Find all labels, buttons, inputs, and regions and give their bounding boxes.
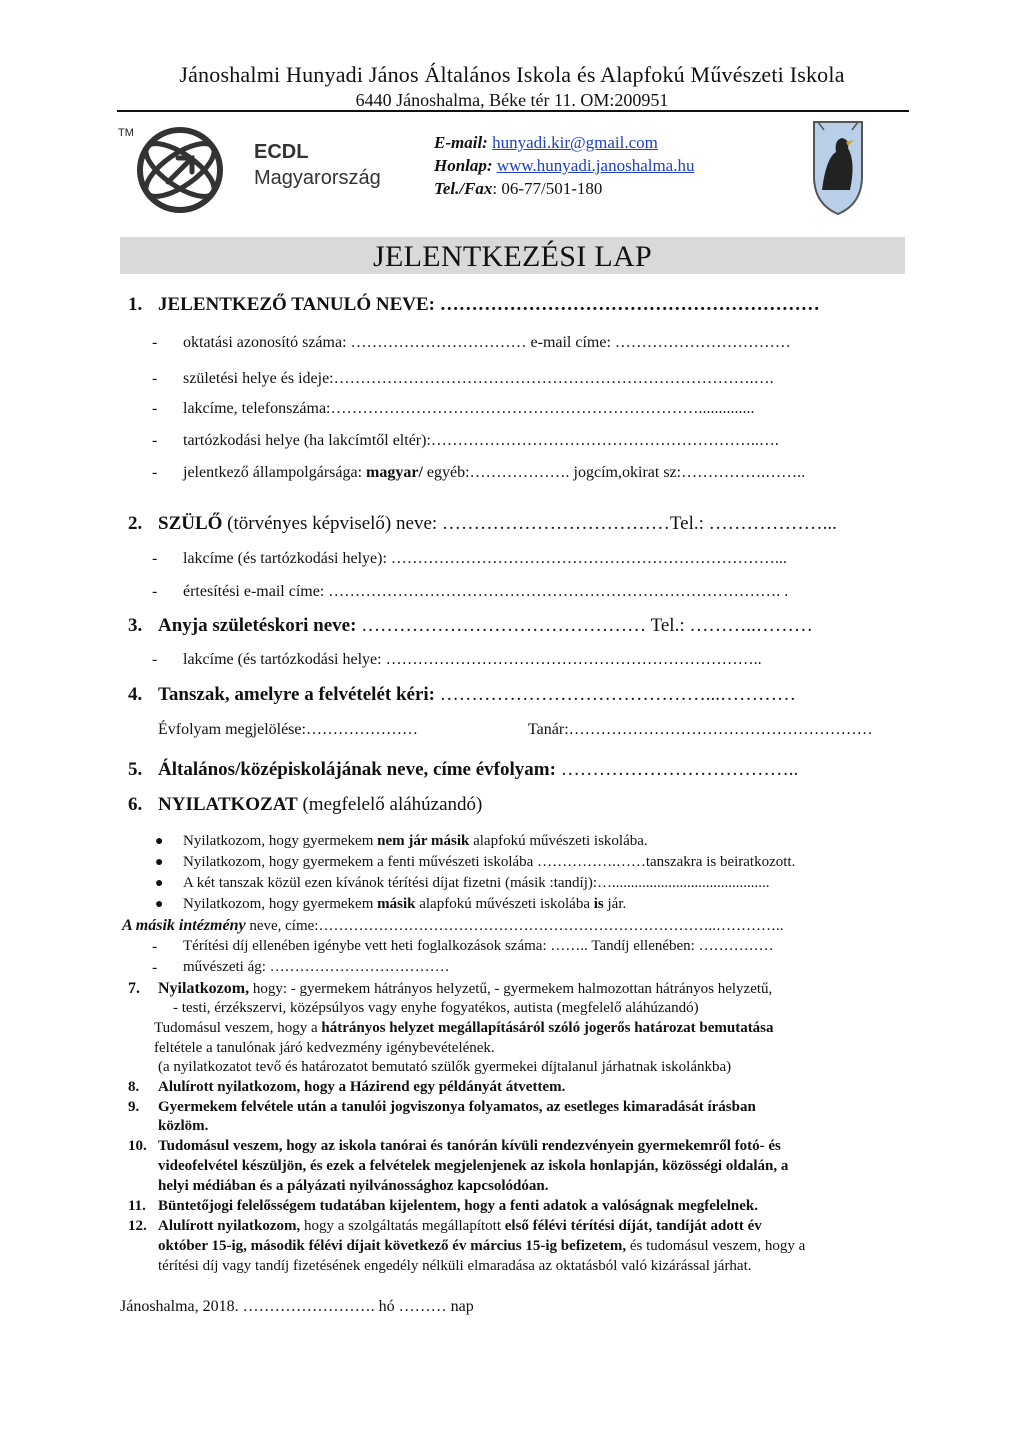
- text: alapfokú művészeti iskolába: [415, 896, 594, 912]
- s3-label-bold: Anyja születéskori neve:: [158, 615, 357, 636]
- s7-line-5: (a nyilatkozatot tevő és határozatot bemutató szülők gyermekei díjtalanul járhatnak iskolánkba): [158, 1059, 732, 1075]
- s10-text-3: helyi médiában és a pályázati nyilvánossághoz kapcsolódóan.: [158, 1178, 549, 1194]
- email-link[interactable]: hunyadi.kir@gmail.com: [492, 133, 658, 152]
- s12-1c: első félévi térítési díját, tandíját adott év: [504, 1218, 762, 1234]
- citizenship-label: jelentkező állampolgársága:: [183, 464, 367, 481]
- s1-number: 1.: [128, 294, 143, 315]
- dash: -: [152, 550, 158, 567]
- s7-line3b: hátrányos helyzet megállapításáról szóló jogerős határozat bemutatása: [321, 1020, 774, 1036]
- text: jár.: [603, 896, 627, 912]
- s2-label-bold: SZÜLŐ: [158, 513, 223, 534]
- s7-number: 7.: [128, 980, 140, 997]
- ecdl-logo-icon: [118, 124, 408, 214]
- s6-option-3[interactable]: A két tanszak közül ezen kívánok térítési díjat fizetni (másik :tandíj):…..........................................: [183, 875, 770, 891]
- date-field[interactable]: Jánoshalma, 2018. ……………………. hó ……… nap: [120, 1298, 474, 1315]
- s12-2b: és tudomásul veszem, hogy a: [626, 1238, 806, 1254]
- school-address: 6440 Jánoshalma, Béke tér 11. OM:200951: [355, 90, 669, 110]
- s4-label-bold: Tanszak, amelyre a felvételét kéri:: [158, 684, 436, 705]
- logo-text-ecdl: ECDL: [254, 141, 309, 163]
- tel-value: : 06-77/501-180: [492, 179, 603, 198]
- web-label: Honlap:: [434, 156, 493, 175]
- s5-school-field[interactable]: [158, 759, 798, 781]
- s7-line-3: [154, 1020, 774, 1037]
- text-bold: nem jár másik: [377, 833, 470, 849]
- s6-label-bold: NYILATKOZAT: [158, 794, 298, 815]
- s6-heading: [158, 794, 482, 816]
- bullet-icon: ●: [155, 876, 164, 891]
- text-bold: is: [593, 896, 604, 912]
- s7-line-4: feltétele a tanulónak járó kedvezmény igénybevételének.: [154, 1040, 495, 1056]
- school-name: Jánoshalmi Hunyadi János Általános Iskola és Alapfokú Művészeti Iskola: [179, 62, 845, 87]
- s3-number: 3.: [128, 615, 143, 636]
- citizenship-hungarian: magyar/: [366, 464, 423, 481]
- dash: -: [152, 959, 158, 976]
- s2-number: 2.: [128, 513, 143, 534]
- s7-line3a: Tudomásul veszem, hogy a: [154, 1020, 322, 1036]
- dash: -: [152, 370, 158, 387]
- s12-number: 12.: [128, 1218, 147, 1234]
- other-inst-label: A másik intézmény: [122, 917, 246, 934]
- s10-number: 10.: [128, 1138, 147, 1154]
- s9-text-2: közlöm.: [158, 1118, 209, 1134]
- s10-text-2: videofelvétel készüljön, és ezek a felvételek megjelenjenek az iskola honlapján, közösségi oldalán, a: [158, 1158, 789, 1174]
- dash: -: [152, 432, 158, 449]
- s4-course-field[interactable]: [158, 684, 796, 706]
- tel-label: Tel./Fax: [434, 179, 493, 198]
- web-link[interactable]: www.hunyadi.janoshalma.hu: [496, 156, 695, 175]
- s4-teacher-field[interactable]: Tanár:…………………………………………………: [528, 721, 873, 738]
- s3-address-field[interactable]: lakcíme (és tartózkodási helye: ……………………………………………………………..: [183, 651, 762, 668]
- text: alapfokú művészeti iskolába.: [469, 833, 648, 849]
- dash: -: [152, 464, 158, 481]
- other-sessions-field[interactable]: Térítési díj ellenében igénybe vett heti foglalkozások száma: …….. Tandíj ellenében: ……………: [183, 938, 774, 954]
- s7-line-2: - testi, érzékszervi, középsúlyos vagy enyhe fogyatékos, autista (megfelelő aláhúzandó): [173, 1000, 699, 1016]
- s5-label-rest: ………………………………..: [555, 759, 799, 780]
- s4-number: 4.: [128, 684, 143, 705]
- s6-option-1[interactable]: [183, 833, 648, 850]
- dash: -: [152, 334, 158, 351]
- s12-text-2: [158, 1238, 805, 1255]
- s5-label-bold: Általános/középiskolájának neve, címe évfolyam:: [158, 759, 556, 780]
- other-institution-field[interactable]: [122, 917, 783, 935]
- s2-email-field[interactable]: értesítési e-mail címe: …………………………………………………………………………. .: [183, 583, 789, 600]
- s6-option-4[interactable]: [183, 896, 626, 913]
- s12-text-3: térítési díj vagy tandíj fizetésének engedély nélküli elmaradása az oktatásból való kizárással járhat.: [158, 1258, 752, 1274]
- s1-address-phone-field[interactable]: lakcíme, telefonszáma:……………………………………………………………..............: [183, 400, 755, 417]
- s7-rest: hogy: - gyermekem hátrányos helyzetű, - gyermekem halmozottan hátrányos helyzetű,: [249, 981, 773, 997]
- bullet-icon: ●: [155, 855, 164, 870]
- s8-number: 8.: [128, 1079, 140, 1095]
- text: Nyilatkozom, hogy gyermekem: [183, 896, 378, 912]
- other-inst-rest: neve, címe:……………………………………………………………………..…………..: [245, 918, 784, 934]
- email-label: E-mail:: [434, 133, 488, 152]
- dash: -: [152, 400, 158, 417]
- s3-mother-field[interactable]: [158, 615, 813, 637]
- s2-address-field[interactable]: lakcíme (és tartózkodási helye): ………………………………………………………………...: [183, 550, 787, 567]
- logo-text-country: Magyarország: [254, 167, 381, 189]
- s10-text-1: Tudomásul veszem, hogy az iskola tanórai és tanórán kívüli rendezvényein gyermekemről fotó- és: [158, 1138, 781, 1154]
- s1-citizenship-field[interactable]: [183, 464, 805, 482]
- s2-parent-field[interactable]: [158, 513, 837, 535]
- contact-tel: [434, 179, 602, 199]
- s6-label-rest: (megfelelő aláhúzandó): [297, 794, 483, 815]
- s2-label-rest: (törvényes képviselő) neve: ………………………………Tel.: ………………...: [222, 513, 837, 534]
- s3-label-rest: ……………………………………… Tel.: ………..………: [356, 615, 813, 636]
- s8-text: Alulírott nyilatkozom, hogy a Házirend egy példányát átvettem.: [158, 1079, 566, 1095]
- s1-residence-field[interactable]: tartózkodási helye (ha lakcímtől eltér):……………………………………………………..….: [183, 432, 779, 449]
- header-divider: [117, 110, 909, 112]
- s12-text-1: [158, 1218, 762, 1235]
- s12-1b: hogy a szolgáltatás megállapított: [300, 1218, 505, 1234]
- other-art-field[interactable]: művészeti ág: ………………………………: [183, 959, 450, 975]
- dash: -: [152, 583, 158, 600]
- contact-email: [434, 133, 658, 153]
- s9-number: 9.: [128, 1099, 140, 1115]
- s11-text: Büntetőjogi felelősségem tudatában kijelentem, hogy a fenti adatok a valóságnak megfelelnek.: [158, 1198, 758, 1214]
- text-bold: másik: [377, 896, 416, 912]
- s12-1a: Alulírott nyilatkozom,: [158, 1218, 301, 1234]
- citizenship-other: egyéb:………………. jogcím,okirat sz:…………….……..: [422, 464, 806, 481]
- dash: -: [152, 938, 158, 955]
- contact-web: [434, 156, 694, 176]
- s7-bold: Nyilatkozom,: [158, 980, 250, 997]
- school-crest-icon: [810, 118, 866, 218]
- s9-text-1: Gyermekem felvétele után a tanulói jogviszonya folyamatos, az esetleges kimaradását írásban: [158, 1099, 756, 1115]
- s4-label-rest: ……………………………………...…………: [435, 684, 797, 705]
- s1-birth-field[interactable]: születési helye és ideje:…………………………………………………………………….….: [183, 370, 774, 387]
- bullet-icon: ●: [155, 897, 164, 912]
- s7-line-1: [158, 980, 772, 998]
- s6-option-2[interactable]: Nyilatkozom, hogy gyermekem a fenti művészeti iskolába …………….……tanszakra is beiratkozott.: [183, 854, 796, 870]
- form-title: JELENTKEZÉSI LAP: [373, 240, 652, 273]
- logo-tm: TM: [118, 127, 134, 139]
- s1-student-name-field[interactable]: JELENTKEZŐ TANULÓ NEVE: ……………………………………………………: [158, 294, 820, 315]
- dash: -: [152, 651, 158, 668]
- s12-2a: október 15-ig, második félévi díjait következő év március 15-ig befizetem,: [158, 1238, 627, 1254]
- text: Nyilatkozom, hogy gyermekem: [183, 833, 378, 849]
- bullet-icon: ●: [155, 834, 164, 849]
- s4-grade-field[interactable]: Évfolyam megjelölése:…………………: [158, 721, 418, 738]
- s11-number: 11.: [128, 1198, 146, 1214]
- s5-number: 5.: [128, 759, 143, 780]
- s6-number: 6.: [128, 794, 143, 815]
- s1-id-email-field[interactable]: oktatási azonosító száma: …………………………… e-mail címe: ……………………………: [183, 334, 791, 351]
